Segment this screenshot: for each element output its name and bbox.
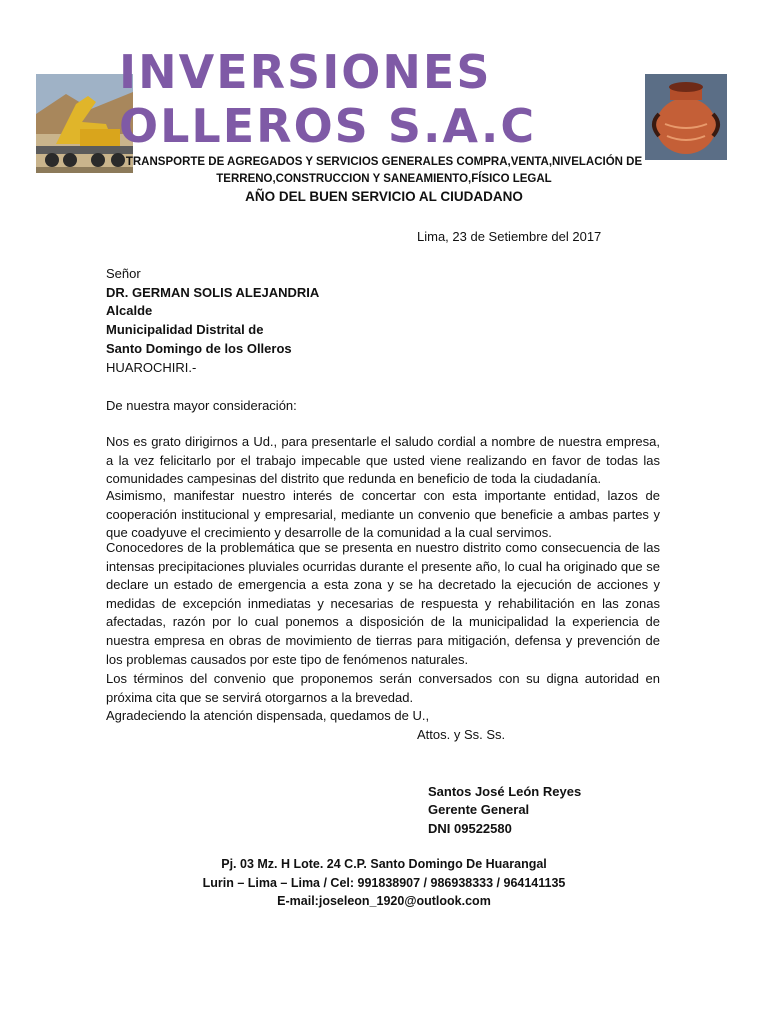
signer-name: Santos José León Reyes <box>428 784 582 799</box>
closing: Attos. y Ss. Ss. <box>417 727 506 742</box>
recipient-org-line1: Municipalidad Distrital de <box>106 322 264 337</box>
body-paragraph-1: Nos es grato dirigirnos a Ud., para presentarle el saludo cordial a nombre de nuestra empresa, a la vez felicitarlo por el trabajo impecable que usted viene realizando en favor de todas las comunidades campesinas del distrito que redunda en beneficio de toda la ciudadanía. <box>106 434 660 487</box>
company-subtitle-line1: TRANSPORTE DE AGREGADOS Y SERVICIOS GENERALES COMPRA,VENTA,NIVELACIÓN DE <box>125 156 643 168</box>
company-name-line2: OLLEROS S.A.C <box>119 100 537 152</box>
company-name-line1: INVERSIONES <box>119 45 492 99</box>
year-motto: AÑO DEL BUEN SERVICIO AL CIUDADANO <box>245 189 523 204</box>
greeting: De nuestra mayor consideración: <box>106 398 297 413</box>
body-paragraph-2: Asimismo, manifestar nuestro interés de concertar con esta importante entidad, lazos de cooperación institucional y empresarial, mediante un convenio que beneficie a ambas partes y que coadyuve el crecimiento y desarrolle de la comunidad a la cual servimos. <box>106 488 660 541</box>
company-subtitle-line2: TERRENO,CONSTRUCCION Y SANEAMIENTO,FÍSICO LEGAL <box>216 173 552 185</box>
signer-dni: DNI 09522580 <box>428 821 512 836</box>
body-paragraph-4: Los términos del convenio que proponemos serán conversados con su digna autoridad en próxima cita que se servirá otorgarnos a la brevedad. <box>106 671 660 705</box>
body-paragraph-3: Conocedores de la problemática que se presenta en nuestro distrito como consecuencia de las intensas precipitaciones pluviales ocurridas durante el presente año, lo cual ha originado que se declare un estado de emergencia a esta zona y se ha decretado la ejecución de acciones y medidas de excepción inmediatas y necesarias de respuesta y rehabilitación en las zonas afectadas, razón por lo cual ponemos a disposición de la municipalidad la experiencia de nuestra empresa en obras de movimiento de tierras para mitigación, defensa y prevención de los problemas causados por este tipo de fenómenos naturales. <box>106 540 660 667</box>
recipient-org-line2: Santo Domingo de los Olleros <box>106 341 292 356</box>
salutation: Señor <box>106 266 141 281</box>
footer-address: Pj. 03 Mz. H Lote. 24 C.P. Santo Domingo De Huarangal <box>221 857 547 871</box>
signer-title: Gerente General <box>428 802 530 817</box>
footer-phones: Lurin – Lima – Lima / Cel: 991838907 / 986938333 / 964141135 <box>202 876 566 890</box>
footer-email: E-mail:joseleon_1920@outlook.com <box>277 894 491 908</box>
letter-date: Lima, 23 de Setiembre del 2017 <box>417 229 602 244</box>
body-paragraph-5: Agradeciendo la atención dispensada, quedamos de U., <box>106 708 430 723</box>
recipient-title: Alcalde <box>106 303 153 318</box>
recipient-name: DR. GERMAN SOLIS ALEJANDRIA <box>106 285 320 300</box>
recipient-place: HUAROCHIRI.- <box>106 360 197 375</box>
clay-pot-photo <box>645 74 727 160</box>
